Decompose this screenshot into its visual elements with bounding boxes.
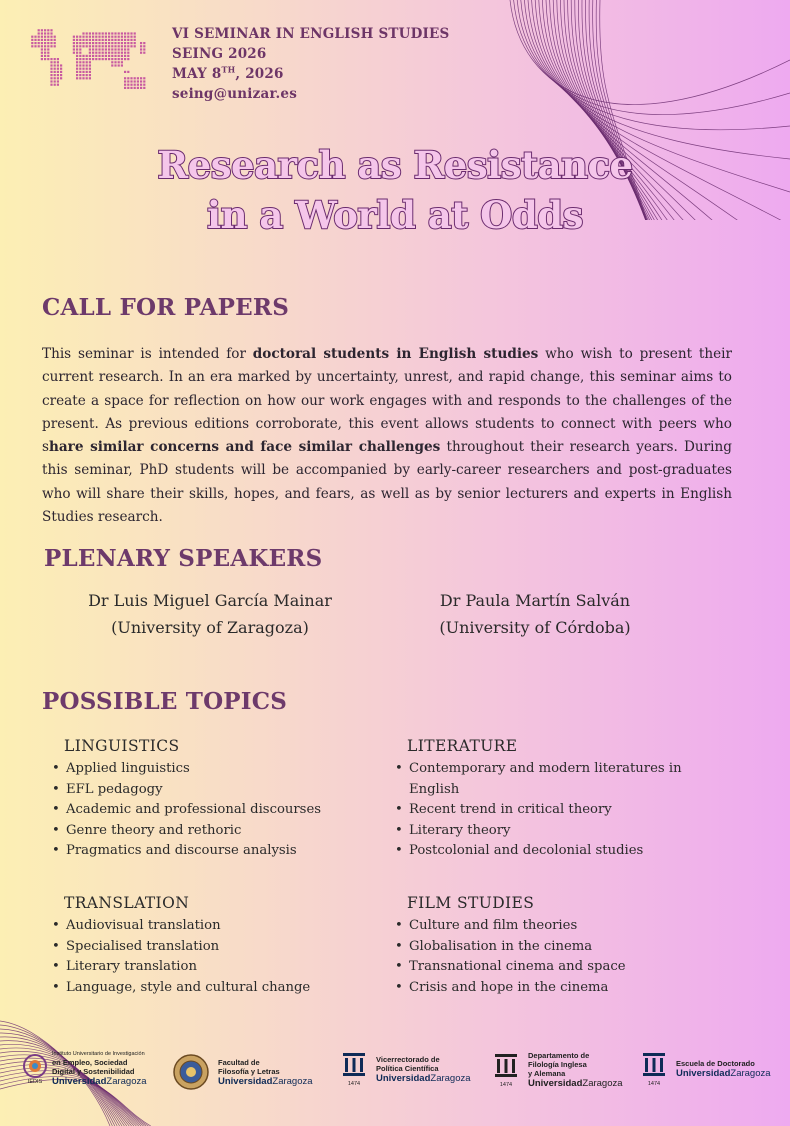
main-title <box>0 140 790 240</box>
list-item: • Contemporary and modern literatures in English <box>395 759 695 800</box>
university-building-icon <box>342 1051 366 1081</box>
topic-list <box>52 916 372 998</box>
topic-translation <box>52 894 372 998</box>
topic-title: LINGUISTICS <box>64 737 180 755</box>
list-item: • Specialised translation <box>52 937 372 958</box>
university-building-icon <box>642 1051 666 1081</box>
list-item: • Culture and film theories <box>395 916 715 937</box>
possible-topics-heading: POSSIBLE TOPICS <box>42 688 288 715</box>
list-item: • Pragmatics and discourse analysis <box>52 841 372 862</box>
list-item: • Transnational cinema and space <box>395 957 715 978</box>
list-item: • Crisis and hope in the cinema <box>395 978 715 999</box>
call-for-papers-text: This seminar is intended for doctoral students in English studies who wish to present their current research. In an era marked by uncertainty, unrest, and rapid change, this seminar aims to create a space for reflection on how our work engages with and responds to the challenges of the present. As previous editions corroborate, this event allows students to connect with peers who share similar concerns and face similar challenges throughout their research years. During this seminar, PhD students will be accompanied by early-career researchers and post-graduates who will share their skills, hopes, and fears, as well as by senior lecturers and experts in English Studies research. <box>42 346 733 526</box>
list-item: • Literary theory <box>395 821 695 842</box>
iedis-logo: IEDIS Instituto Universitario de Investigación en Empleo, Sociedad Digital y Sostenibilidad UniversidadZaragoza <box>22 1051 147 1087</box>
university-wordmark: UniversidadZaragoza <box>52 1075 147 1087</box>
topic-title: LITERATURE <box>407 737 518 755</box>
university-building-icon <box>494 1052 518 1082</box>
plenary-speakers-heading: PLENARY SPEAKERS <box>44 545 323 572</box>
topic-list <box>395 916 715 998</box>
speaker-name: Dr Paula Martín Salván <box>439 591 631 610</box>
topic-title: TRANSLATION <box>64 894 190 912</box>
list-item: • Postcolonial and decolonial studies <box>395 841 695 862</box>
list-item: • Language, style and cultural change <box>52 978 372 999</box>
university-wordmark: UniversidadZaragoza <box>528 1078 623 1089</box>
list-item: • Globalisation in the cinema <box>395 937 715 958</box>
iedis-acronym: IEDIS <box>27 1078 43 1085</box>
speaker-affiliation: (University of Córdoba) <box>439 618 631 637</box>
topic-linguistics <box>52 737 372 862</box>
departamento-logo: 1474 Departamento de Filología Inglesa y Alemana UniversidadZaragoza <box>494 1051 623 1089</box>
speaker-name: Dr Luis Miguel García Mainar <box>88 591 332 610</box>
title-line-2: in a World at Odds <box>207 193 583 237</box>
event-email[interactable]: seing@unizar.es <box>172 86 298 102</box>
event-info <box>172 24 449 104</box>
list-item: • Recent trend in critical theory <box>395 800 695 821</box>
event-acronym: SEING 2026 <box>172 46 267 62</box>
event-name: VI SEMINAR IN ENGLISH STUDIES <box>172 26 450 42</box>
topic-list <box>395 759 695 862</box>
sponsor-logos <box>0 1048 790 1098</box>
call-for-papers-heading: CALL FOR PAPERS <box>42 294 290 321</box>
faculty-seal-icon <box>172 1053 210 1091</box>
speaker-affiliation: (University of Zaragoza) <box>111 618 309 637</box>
university-wordmark: UniversidadZaragoza <box>376 1072 471 1084</box>
list-item: • Literary translation <box>52 957 372 978</box>
vicerrectorado-logo: 1474 Vicerrectorado de Política Científica UniversidadZaragoza <box>342 1051 471 1088</box>
world-map-logo <box>26 24 156 96</box>
speaker-2 <box>405 587 665 641</box>
list-item: • Academic and professional discourses <box>52 800 372 821</box>
iedis-emblem-icon <box>22 1053 48 1079</box>
list-item: • Genre theory and rethoric <box>52 821 372 842</box>
topic-film-studies <box>395 894 715 998</box>
topic-literature <box>395 737 695 862</box>
topic-list <box>52 759 372 862</box>
list-item: • Applied linguistics <box>52 759 372 780</box>
title-line-1: Research as Resistance <box>157 143 633 187</box>
escuela-doctorado-logo: 1474 Escuela de Doctorado UniversidadZaragoza <box>642 1051 771 1088</box>
list-item: • EFL pedagogy <box>52 780 372 801</box>
list-item: • Audiovisual translation <box>52 916 372 937</box>
university-wordmark: UniversidadZaragoza <box>218 1075 313 1087</box>
topic-title: FILM STUDIES <box>407 894 535 912</box>
speaker-1 <box>70 587 350 641</box>
filosofia-logo: Facultad de Filosofía y Letras UniversidadZaragoza <box>172 1053 313 1091</box>
university-wordmark: UniversidadZaragoza <box>676 1068 771 1080</box>
event-date: MAY 8TH, 2026 <box>172 64 284 82</box>
